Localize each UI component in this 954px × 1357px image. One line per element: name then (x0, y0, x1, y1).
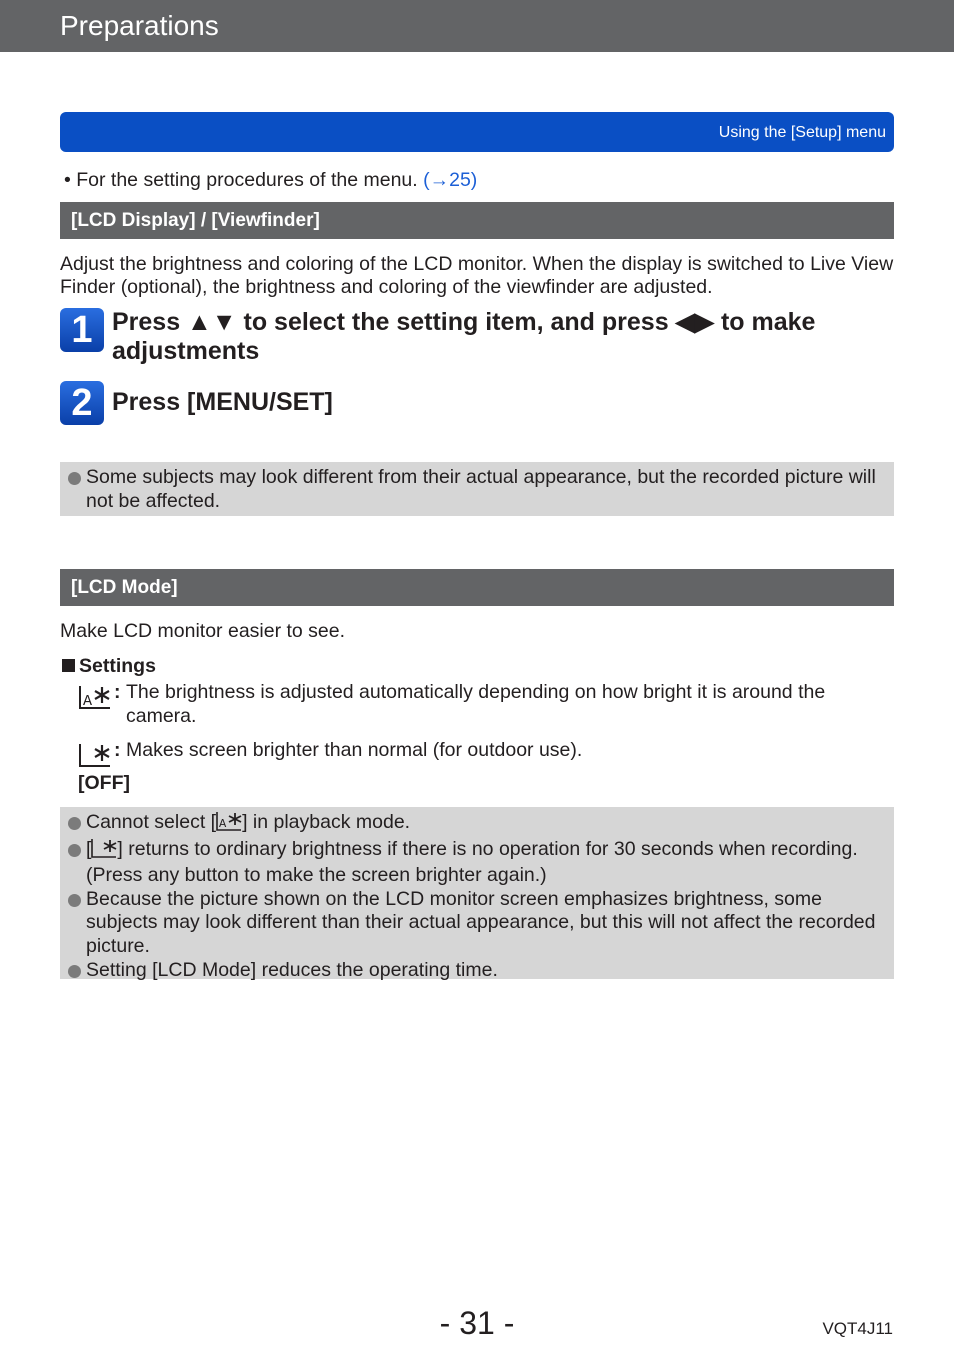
note-item: Some subjects may look different from their actual appearance, but the recorded picture will not be affected. (68, 466, 894, 513)
setting-description: Makes screen brighter than normal (for outdoor use). (126, 739, 583, 761)
svg-text:A: A (83, 693, 93, 710)
breadcrumb[interactable]: Using the [Setup] menu (718, 124, 886, 141)
document-code: VQT4J11 (822, 1319, 893, 1338)
step-number-badge: 2 (60, 381, 104, 425)
note-box (60, 807, 894, 979)
bullet-icon (68, 472, 81, 485)
section-heading-lcd-mode: [LCD Mode] (60, 569, 894, 606)
note-item: [ ] returns to ordinary brightness if there is no operation for 30 seconds when recording. (Press any button to make the screen brighter again.) (68, 838, 894, 888)
bullet-icon (68, 844, 81, 857)
settings-heading: Settings (62, 655, 156, 678)
note-box (60, 462, 894, 516)
power-lcd-icon (91, 838, 117, 865)
header-bar (0, 0, 954, 52)
note-item: Setting [LCD Mode] reduces the operating time. (68, 959, 894, 983)
setting-description: The brightness is adjusted automatically depending on how bright it is around the camera. (126, 681, 826, 727)
page-reference-link[interactable]: (→25) (423, 169, 478, 191)
svg-text:A: A (219, 817, 227, 831)
section-heading-lcd-display: [LCD Display] / [Viewfinder] (60, 202, 894, 239)
note-item: Because the picture shown on the LCD monitor screen emphasizes brightness, some subjects may look different than their actual appearance, but this will not affect the recorded picture. (68, 888, 894, 959)
intro-reference (64, 169, 477, 192)
power-lcd-icon (78, 742, 112, 775)
page-number: - 31 - (439, 1305, 515, 1341)
step-instruction: Press [MENU/SET] (112, 388, 333, 416)
setting-off (78, 772, 894, 796)
step-number-badge: 1 (60, 308, 104, 352)
section-description: Make LCD monitor easier to see. (60, 620, 346, 642)
square-bullet-icon (62, 659, 75, 672)
intro-text: • For the setting procedures of the menu. (64, 169, 424, 191)
bullet-icon (68, 894, 81, 907)
auto-power-lcd-icon (78, 684, 112, 717)
step-instruction: Press ▲▼ to select the setting item, and press ◀▶ to make adjustments (112, 308, 816, 365)
section-description: Adjust the brightness and coloring of the LCD monitor. When the display is switched to Live View Finder (optional), the brightness and coloring of the viewfinder are adjusted. (60, 253, 894, 298)
page-title: Preparations (60, 10, 219, 41)
setting-off-label: [OFF] (78, 772, 130, 794)
note-item: Cannot select [ A ] in playback mode. (68, 811, 894, 838)
bullet-icon (68, 965, 81, 978)
auto-power-lcd-icon (216, 811, 242, 838)
bullet-icon (68, 817, 81, 830)
breadcrumb-bar (60, 112, 894, 152)
